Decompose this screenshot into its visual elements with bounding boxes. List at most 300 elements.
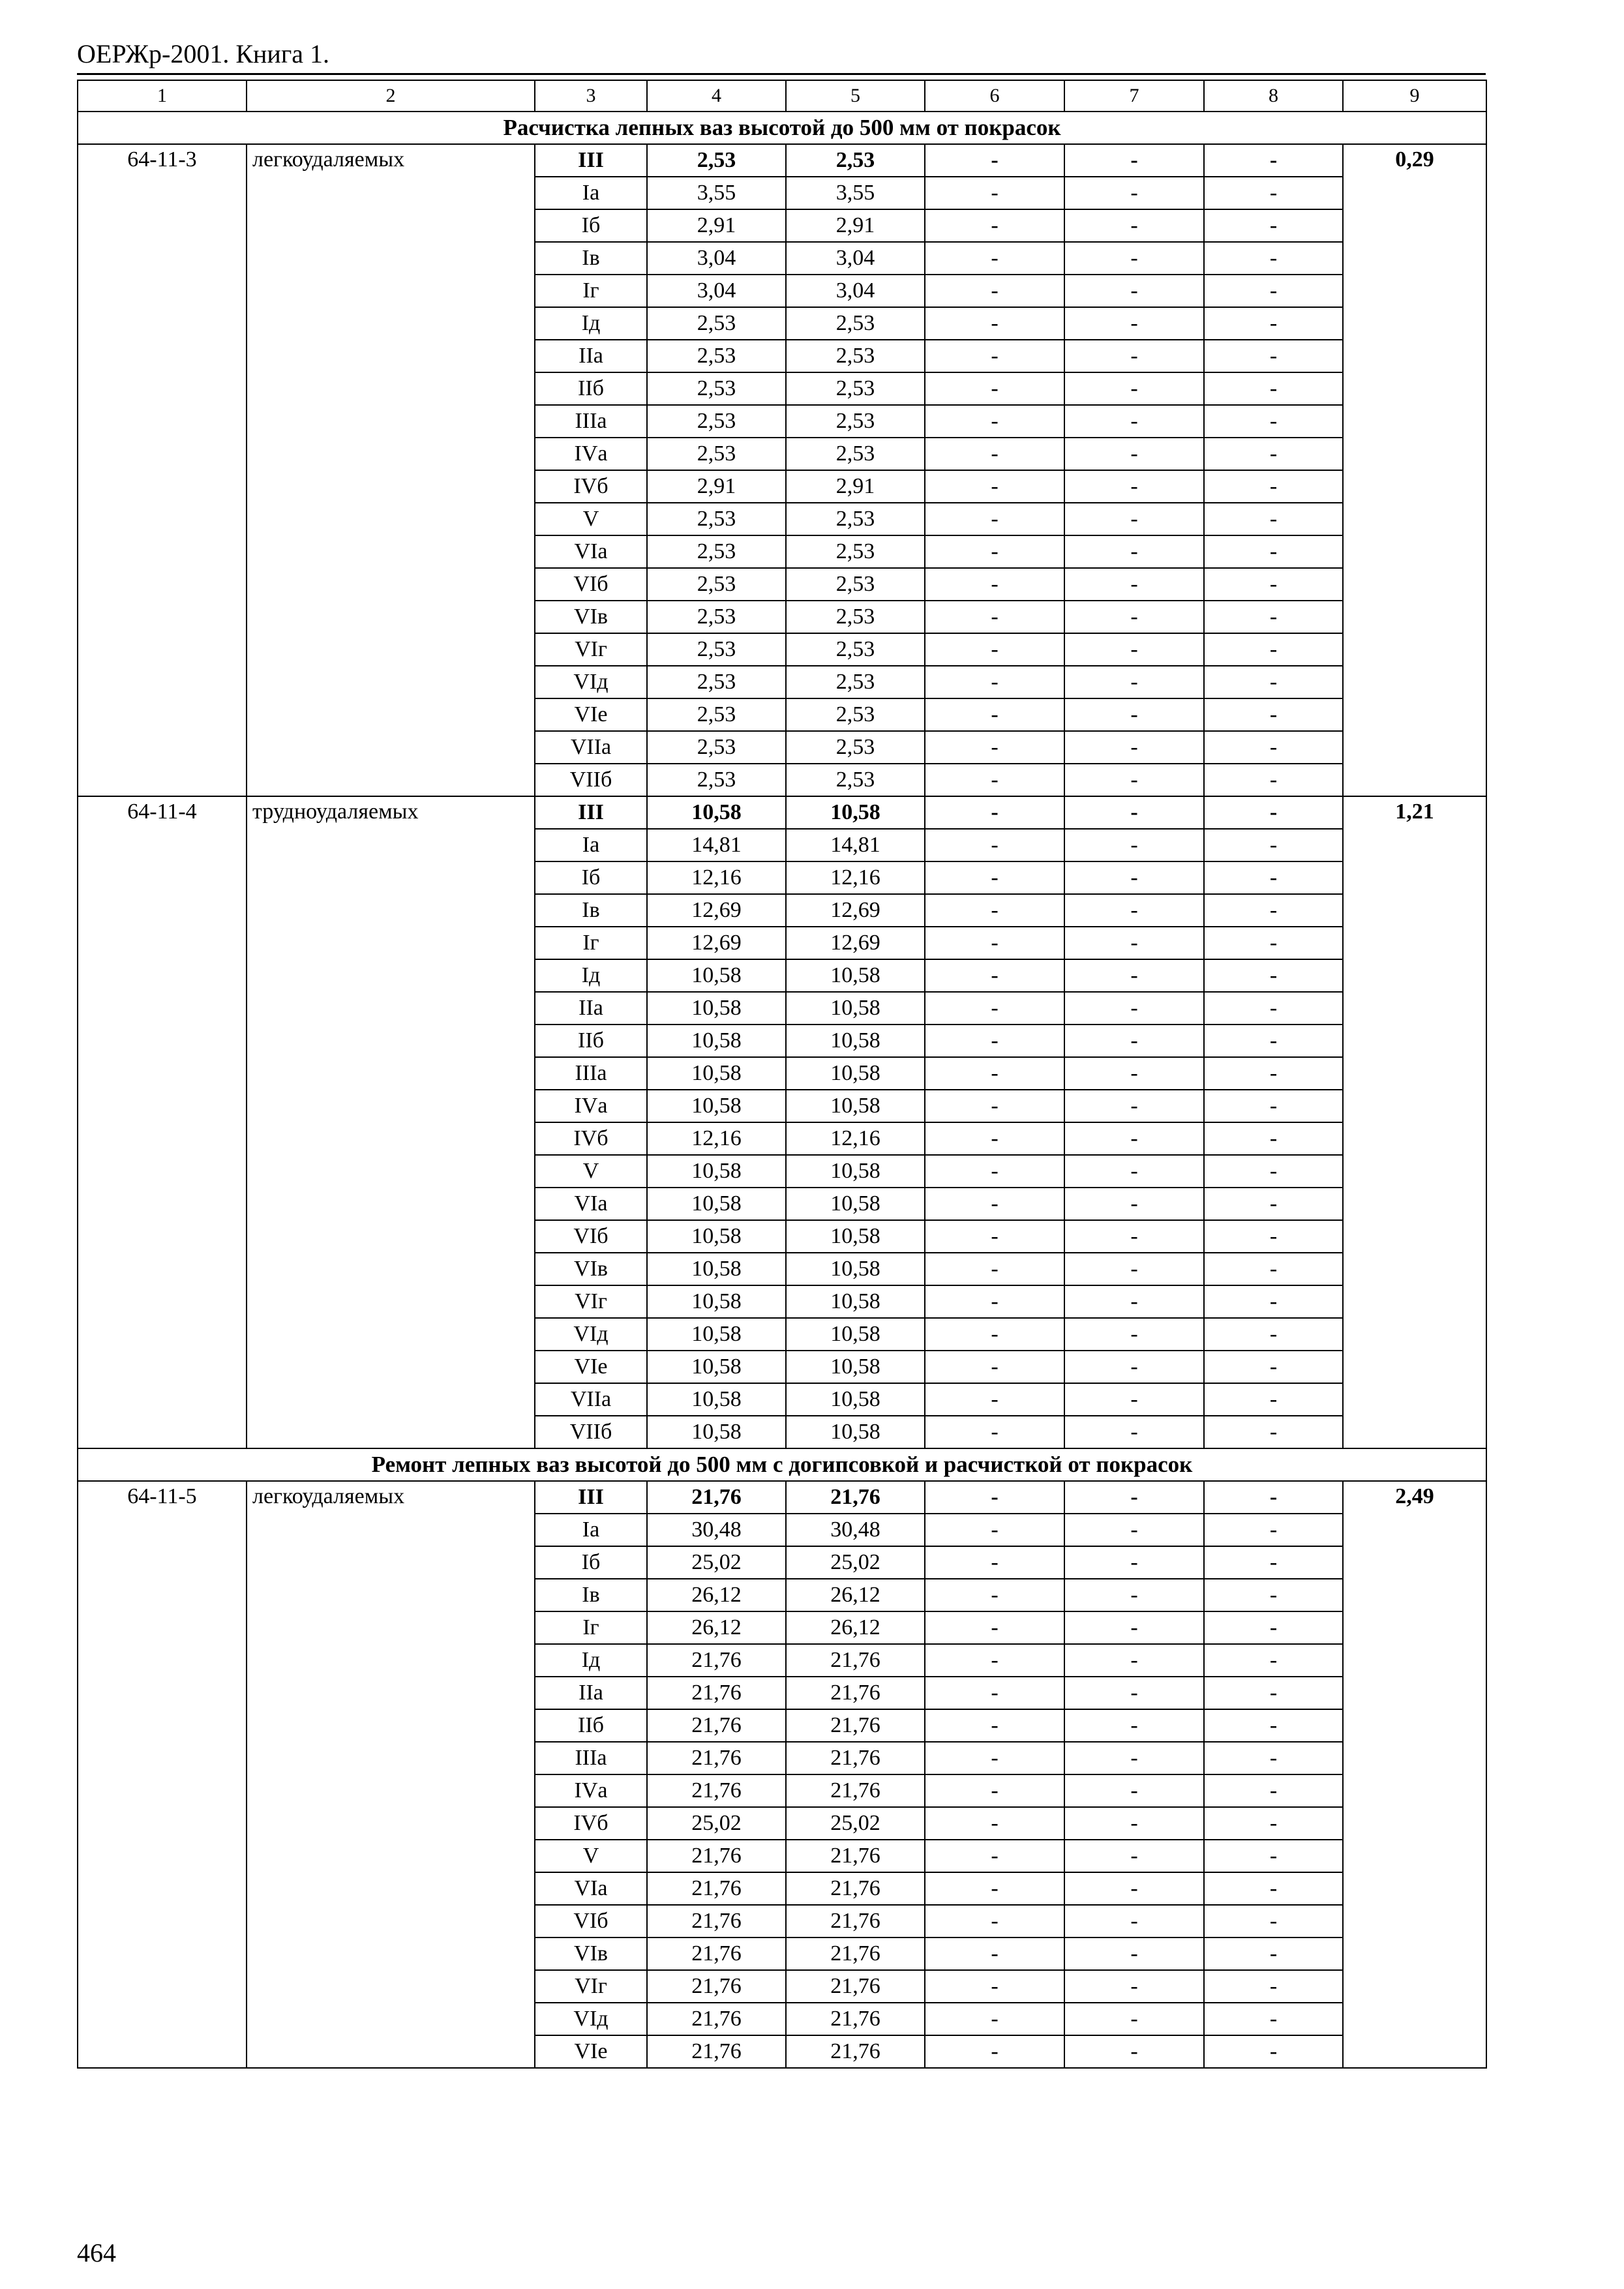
section-title: Ремонт лепных ваз высотой до 500 мм с догипсовкой и расчисткой от покрасок [78, 1448, 1486, 1481]
value-cell: - [1064, 1188, 1204, 1220]
value-cell: - [1064, 601, 1204, 633]
value-cell: - [925, 1383, 1064, 1416]
value-cell: 10,58 [786, 1383, 925, 1416]
value-cell: - [1204, 568, 1343, 601]
value-cell: - [1204, 1742, 1343, 1774]
value-cell: 10,58 [786, 992, 925, 1025]
value-cell: 21,76 [786, 1644, 925, 1677]
col9-value: 0,29 [1343, 144, 1486, 796]
value-cell: 10,58 [647, 1285, 786, 1318]
value-cell: 26,12 [647, 1611, 786, 1644]
value-cell: - [1204, 601, 1343, 633]
value-cell: - [925, 633, 1064, 666]
zone-cell: Iд [535, 307, 647, 340]
value-cell: - [1204, 372, 1343, 405]
value-cell: - [925, 1220, 1064, 1253]
value-cell: 2,53 [647, 568, 786, 601]
value-cell: 10,58 [647, 1025, 786, 1057]
value-cell: - [1064, 731, 1204, 764]
value-cell: 21,76 [786, 2003, 925, 2035]
value-cell: - [1064, 666, 1204, 698]
value-cell: - [1204, 633, 1343, 666]
zone-cell: IIIа [535, 405, 647, 438]
value-cell: - [1204, 1383, 1343, 1416]
header-rule [77, 73, 1486, 75]
value-cell: 3,04 [786, 242, 925, 275]
value-cell: 26,12 [786, 1611, 925, 1644]
zone-cell: VIе [535, 1351, 647, 1383]
value-cell: 2,53 [647, 503, 786, 535]
value-cell: - [1064, 764, 1204, 796]
value-cell: 12,69 [647, 894, 786, 927]
value-cell: 10,58 [786, 1416, 925, 1448]
value-cell: - [925, 1318, 1064, 1351]
value-cell: - [1064, 1285, 1204, 1318]
value-cell: - [1204, 992, 1343, 1025]
zone-cell: VIIб [535, 1416, 647, 1448]
value-cell: - [1064, 535, 1204, 568]
value-cell: - [1204, 1611, 1343, 1644]
value-cell: 2,53 [786, 698, 925, 731]
value-cell: - [1064, 2003, 1204, 2035]
value-cell: - [925, 992, 1064, 1025]
value-cell: 12,16 [786, 861, 925, 894]
value-cell: 30,48 [647, 1514, 786, 1546]
value-cell: 2,53 [647, 307, 786, 340]
value-cell: 21,76 [786, 1774, 925, 1807]
value-cell: - [1064, 894, 1204, 927]
zone-cell: V [535, 503, 647, 535]
value-cell: - [925, 438, 1064, 470]
value-cell: 21,76 [647, 1905, 786, 1937]
value-cell: 2,53 [786, 764, 925, 796]
value-cell: 10,58 [647, 1155, 786, 1188]
value-cell: - [1204, 1416, 1343, 1448]
value-cell: 10,58 [786, 1253, 925, 1285]
value-cell: - [1064, 1253, 1204, 1285]
value-cell: - [925, 1546, 1064, 1579]
value-cell: - [1064, 405, 1204, 438]
zone-cell: VIб [535, 1220, 647, 1253]
value-cell: - [925, 568, 1064, 601]
value-cell: - [1064, 1481, 1204, 1514]
value-cell: - [1204, 1677, 1343, 1709]
value-cell: - [1204, 1937, 1343, 1970]
value-cell: - [925, 1677, 1064, 1709]
zone-cell: Iв [535, 242, 647, 275]
value-cell: 2,53 [786, 340, 925, 372]
value-cell: 21,76 [647, 2003, 786, 2035]
value-cell: - [1204, 1025, 1343, 1057]
value-cell: - [925, 1872, 1064, 1905]
value-cell: - [925, 1840, 1064, 1872]
value-cell: - [925, 470, 1064, 503]
value-cell: - [1204, 1057, 1343, 1090]
value-cell: 2,53 [786, 568, 925, 601]
zone-cell: Iд [535, 959, 647, 992]
zone-cell: IIа [535, 992, 647, 1025]
col9-value: 2,49 [1343, 1481, 1486, 2068]
value-cell: - [1064, 503, 1204, 535]
value-cell: - [1204, 764, 1343, 796]
work-description: легкоудаляемых [247, 144, 535, 796]
value-cell: 2,53 [647, 405, 786, 438]
value-cell: 10,58 [786, 1318, 925, 1351]
value-cell: - [1064, 1872, 1204, 1905]
value-cell: 21,76 [786, 1905, 925, 1937]
value-cell: - [1064, 568, 1204, 601]
value-cell: 12,69 [647, 927, 786, 959]
value-cell: 26,12 [786, 1579, 925, 1611]
value-cell: 10,58 [786, 1155, 925, 1188]
value-cell: - [1204, 666, 1343, 698]
value-cell: - [1064, 470, 1204, 503]
zone-cell: IVб [535, 1807, 647, 1840]
rates-table [77, 80, 1487, 2069]
value-cell: - [925, 1579, 1064, 1611]
value-cell: - [1204, 1253, 1343, 1285]
value-cell: - [925, 144, 1064, 177]
value-cell: 10,58 [647, 1383, 786, 1416]
value-cell: - [1204, 1840, 1343, 1872]
value-cell: 2,53 [786, 601, 925, 633]
value-cell: - [1204, 1481, 1343, 1514]
column-number: 8 [1204, 80, 1343, 112]
value-cell: - [925, 666, 1064, 698]
value-cell: 10,58 [647, 959, 786, 992]
zone-cell: IIб [535, 1709, 647, 1742]
zone-cell: III [535, 1481, 647, 1514]
value-cell: 21,76 [647, 1872, 786, 1905]
value-cell: - [925, 535, 1064, 568]
value-cell: 21,76 [647, 1677, 786, 1709]
column-number: 5 [786, 80, 925, 112]
value-cell: 2,53 [786, 666, 925, 698]
value-cell: - [1204, 1970, 1343, 2003]
value-cell: - [1064, 1220, 1204, 1253]
value-cell: - [925, 275, 1064, 307]
value-cell: - [1204, 1644, 1343, 1677]
value-cell: - [1064, 340, 1204, 372]
value-cell: - [925, 1057, 1064, 1090]
value-cell: 2,53 [647, 438, 786, 470]
value-cell: - [925, 1188, 1064, 1220]
value-cell: - [1064, 861, 1204, 894]
value-cell: 2,53 [786, 731, 925, 764]
section-row [78, 112, 1486, 144]
column-number: 3 [535, 80, 647, 112]
section-row [78, 1448, 1486, 1481]
value-cell: - [925, 1905, 1064, 1937]
value-cell: 21,76 [786, 1709, 925, 1742]
value-cell: - [1204, 861, 1343, 894]
value-cell: - [925, 503, 1064, 535]
value-cell: 21,76 [786, 1840, 925, 1872]
zone-cell: Iг [535, 1611, 647, 1644]
value-cell: - [1204, 731, 1343, 764]
value-cell: - [925, 405, 1064, 438]
value-cell: - [1204, 1155, 1343, 1188]
zone-cell: Iа [535, 177, 647, 209]
value-cell: - [1204, 177, 1343, 209]
rate-code: 64-11-4 [78, 796, 247, 1448]
value-cell: 21,76 [647, 1644, 786, 1677]
value-cell: - [925, 731, 1064, 764]
value-cell: 30,48 [786, 1514, 925, 1546]
zone-cell: IVа [535, 438, 647, 470]
value-cell: - [925, 242, 1064, 275]
value-cell: 10,58 [647, 992, 786, 1025]
value-cell: - [1064, 1611, 1204, 1644]
value-cell: - [1064, 177, 1204, 209]
value-cell: - [1204, 242, 1343, 275]
value-cell: - [1064, 1840, 1204, 1872]
value-cell: 25,02 [786, 1807, 925, 1840]
value-cell: - [1204, 275, 1343, 307]
value-cell: - [1204, 1807, 1343, 1840]
value-cell: - [1064, 275, 1204, 307]
value-cell: - [1064, 1579, 1204, 1611]
value-cell: - [925, 1774, 1064, 1807]
value-cell: 25,02 [647, 1546, 786, 1579]
value-cell: 10,58 [786, 1220, 925, 1253]
value-cell: 3,04 [786, 275, 925, 307]
zone-cell: IVб [535, 1122, 647, 1155]
value-cell: - [1064, 1774, 1204, 1807]
zone-cell: VIв [535, 1253, 647, 1285]
value-cell: 10,58 [786, 796, 925, 829]
value-cell: 3,55 [647, 177, 786, 209]
zone-cell: VIа [535, 1188, 647, 1220]
value-cell: 3,55 [786, 177, 925, 209]
value-cell: 2,53 [786, 307, 925, 340]
value-cell: - [925, 1416, 1064, 1448]
value-cell: 2,53 [786, 144, 925, 177]
value-cell: - [1064, 438, 1204, 470]
zone-cell: IIа [535, 340, 647, 372]
value-cell: - [1064, 1742, 1204, 1774]
value-cell: - [925, 1090, 1064, 1122]
value-cell: 10,58 [786, 1285, 925, 1318]
value-cell: - [1064, 1090, 1204, 1122]
zone-cell: Iа [535, 1514, 647, 1546]
zone-cell: VIг [535, 1285, 647, 1318]
value-cell: 2,53 [647, 601, 786, 633]
value-cell: 2,53 [786, 503, 925, 535]
value-cell: - [925, 177, 1064, 209]
value-cell: 14,81 [647, 829, 786, 861]
value-cell: - [1204, 1709, 1343, 1742]
value-cell: 10,58 [647, 1351, 786, 1383]
zone-cell: IVа [535, 1090, 647, 1122]
value-cell: - [1064, 1807, 1204, 1840]
table-row [78, 144, 1486, 177]
value-cell: 10,58 [786, 959, 925, 992]
value-cell: 21,76 [786, 1970, 925, 2003]
value-cell: - [1064, 796, 1204, 829]
value-cell: - [925, 1155, 1064, 1188]
value-cell: - [1204, 829, 1343, 861]
value-cell: - [925, 1937, 1064, 1970]
value-cell: - [1064, 927, 1204, 959]
value-cell: - [1204, 470, 1343, 503]
zone-cell: VIд [535, 666, 647, 698]
value-cell: - [925, 1742, 1064, 1774]
value-cell: - [1064, 1057, 1204, 1090]
zone-cell: VIд [535, 2003, 647, 2035]
page-header: ОЕРЖр-2001. Книга 1. [77, 39, 329, 68]
value-cell: 21,76 [647, 1742, 786, 1774]
value-cell: 2,53 [647, 372, 786, 405]
zone-cell: Iб [535, 209, 647, 242]
value-cell: - [1064, 1677, 1204, 1709]
value-cell: - [925, 1807, 1064, 1840]
column-number: 7 [1064, 80, 1204, 112]
value-cell: - [1064, 959, 1204, 992]
value-cell: - [1064, 1351, 1204, 1383]
value-cell: 2,53 [786, 535, 925, 568]
value-cell: - [925, 307, 1064, 340]
zone-cell: Iд [535, 1644, 647, 1677]
zone-cell: Iв [535, 1579, 647, 1611]
value-cell: - [1064, 1514, 1204, 1546]
zone-cell: V [535, 1840, 647, 1872]
value-cell: - [1064, 209, 1204, 242]
value-cell: - [1064, 1709, 1204, 1742]
value-cell: - [1064, 1025, 1204, 1057]
zone-cell: V [535, 1155, 647, 1188]
value-cell: 2,91 [786, 209, 925, 242]
value-cell: - [1064, 1546, 1204, 1579]
value-cell: 10,58 [647, 1188, 786, 1220]
value-cell: - [1064, 1905, 1204, 1937]
column-number: 2 [247, 80, 535, 112]
value-cell: - [1204, 1318, 1343, 1351]
value-cell: 2,53 [786, 372, 925, 405]
value-cell: - [925, 1285, 1064, 1318]
value-cell: - [1204, 959, 1343, 992]
value-cell: 10,58 [647, 1416, 786, 1448]
value-cell: 21,76 [786, 2035, 925, 2068]
value-cell: - [1064, 1318, 1204, 1351]
value-cell: 12,69 [786, 894, 925, 927]
value-cell: - [1204, 1188, 1343, 1220]
value-cell: - [1204, 340, 1343, 372]
value-cell: - [925, 959, 1064, 992]
value-cell: 21,76 [786, 1481, 925, 1514]
value-cell: 21,76 [786, 1937, 925, 1970]
col9-value: 1,21 [1343, 796, 1486, 1448]
value-cell: 14,81 [786, 829, 925, 861]
column-number: 1 [78, 80, 247, 112]
table-row [78, 796, 1486, 829]
value-cell: - [1204, 1090, 1343, 1122]
value-cell: - [925, 829, 1064, 861]
zone-cell: VIг [535, 1970, 647, 2003]
zone-cell: Iг [535, 275, 647, 307]
value-cell: - [1064, 1937, 1204, 1970]
value-cell: - [925, 2003, 1064, 2035]
zone-cell: VIа [535, 535, 647, 568]
value-cell: 21,76 [647, 1840, 786, 1872]
value-cell: - [925, 1514, 1064, 1546]
value-cell: - [925, 1970, 1064, 2003]
value-cell: 21,76 [647, 1970, 786, 2003]
zone-cell: Iг [535, 927, 647, 959]
value-cell: - [925, 698, 1064, 731]
value-cell: - [1204, 535, 1343, 568]
value-cell: - [1204, 2035, 1343, 2068]
value-cell: - [925, 209, 1064, 242]
value-cell: 2,53 [647, 666, 786, 698]
value-cell: 2,53 [647, 698, 786, 731]
zone-cell: VIб [535, 1905, 647, 1937]
zone-cell: VIе [535, 2035, 647, 2068]
value-cell: - [1204, 307, 1343, 340]
value-cell: 2,53 [647, 144, 786, 177]
value-cell: - [1204, 1285, 1343, 1318]
value-cell: - [1204, 1546, 1343, 1579]
page-number: 464 [77, 2238, 116, 2267]
value-cell: - [1204, 209, 1343, 242]
value-cell: - [1064, 1383, 1204, 1416]
zone-cell: Iа [535, 829, 647, 861]
value-cell: - [1064, 1970, 1204, 2003]
value-cell: - [1204, 503, 1343, 535]
section-title: Расчистка лепных ваз высотой до 500 мм от покрасок [78, 112, 1486, 144]
value-cell: - [925, 1611, 1064, 1644]
value-cell: 21,76 [786, 1742, 925, 1774]
zone-cell: IIб [535, 372, 647, 405]
value-cell: - [925, 894, 1064, 927]
rate-code: 64-11-3 [78, 144, 247, 796]
value-cell: 2,53 [647, 535, 786, 568]
table-body [78, 80, 1486, 2068]
value-cell: 2,53 [786, 405, 925, 438]
value-cell: - [1204, 405, 1343, 438]
value-cell: 10,58 [647, 1090, 786, 1122]
zone-cell: IVа [535, 1774, 647, 1807]
zone-cell: IIа [535, 1677, 647, 1709]
value-cell: - [925, 1025, 1064, 1057]
value-cell: - [1064, 633, 1204, 666]
value-cell: 2,53 [647, 633, 786, 666]
value-cell: 2,53 [647, 340, 786, 372]
value-cell: - [1064, 144, 1204, 177]
value-cell: 21,76 [786, 1677, 925, 1709]
value-cell: - [925, 340, 1064, 372]
value-cell: - [1064, 698, 1204, 731]
zone-cell: Iв [535, 894, 647, 927]
zone-cell: Iб [535, 1546, 647, 1579]
zone-cell: VIв [535, 1937, 647, 1970]
value-cell: - [1064, 242, 1204, 275]
value-cell: - [1204, 1514, 1343, 1546]
value-cell: - [1204, 1872, 1343, 1905]
value-cell: - [1204, 894, 1343, 927]
value-cell: 2,53 [647, 764, 786, 796]
zone-cell: IIIа [535, 1057, 647, 1090]
value-cell: 10,58 [647, 796, 786, 829]
work-description: трудноудаляемых [247, 796, 535, 1448]
value-cell: - [1204, 1774, 1343, 1807]
value-cell: - [1064, 307, 1204, 340]
rate-code: 64-11-5 [78, 1481, 247, 2068]
value-cell: 3,04 [647, 242, 786, 275]
value-cell: - [925, 1253, 1064, 1285]
value-cell: - [925, 796, 1064, 829]
zone-cell: VIг [535, 633, 647, 666]
